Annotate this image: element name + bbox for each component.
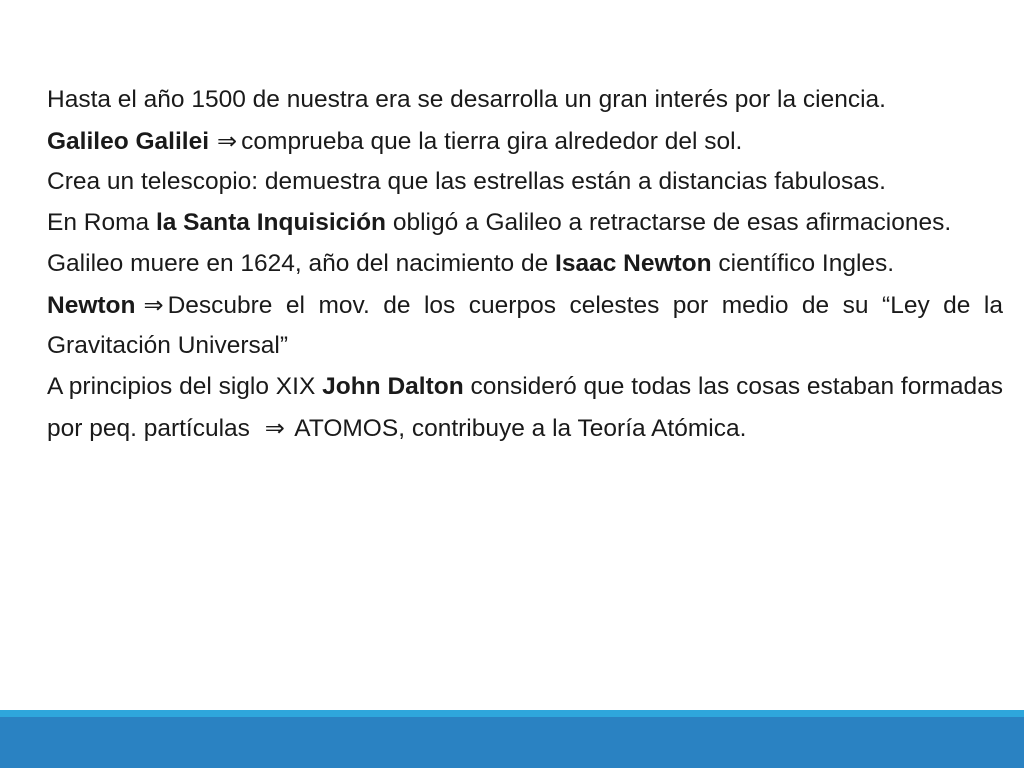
galileo-name: Galileo Galilei — [47, 127, 210, 155]
p1-text: Hasta el año 1500 de nuestra era se desarrolla un gran interés por la ciencia. — [47, 86, 886, 113]
paragraph-galileo — [47, 121, 1003, 163]
slide-body — [47, 80, 1003, 449]
implies-arrow-icon: ⇒ — [264, 413, 285, 442]
implies-arrow-icon: ⇒ — [217, 126, 238, 155]
paragraph-muerte-galileo — [47, 244, 1003, 285]
dalton-name: John Dalton — [322, 372, 464, 400]
p6-rest: Descubre el mov. de los cuerpos celestes por medio de su “Ley de la Gravitación Universal” — [47, 291, 1003, 360]
p5-post: científico Ingles. — [711, 249, 895, 277]
paragraph-dalton — [47, 367, 1003, 449]
p3-text: Crea un telescopio: demuestra que las estrellas están a distancias fabulosas. — [47, 168, 886, 196]
p7-mid: consideró que todas las cosas estaban formadas por peq. partículas — [47, 372, 1004, 442]
p2-rest: comprueba que la tierra gira alrededor del sol. — [241, 127, 743, 155]
p7-post: ATOMOS, contribuye a la Teoría Atómica. — [288, 414, 747, 442]
p7-pre: A principios del siglo XIX — [47, 372, 323, 400]
inquisicion-name: la Santa Inquisición — [155, 209, 387, 237]
paragraph-inquisicion — [47, 203, 1003, 244]
newton-full-name: Isaac Newton — [555, 249, 712, 277]
footer-band-dark — [0, 717, 1024, 768]
implies-arrow-icon: ⇒ — [143, 290, 164, 319]
footer-band-light — [0, 710, 1024, 717]
paragraph-1500 — [47, 80, 1003, 121]
p5-pre: Galileo muere en 1624, año del nacimiento de — [47, 249, 556, 277]
paragraph-newton — [47, 285, 1003, 367]
newton-name: Newton — [47, 291, 136, 319]
p4-pre: En Roma — [47, 209, 156, 237]
p4-post: obligó a Galileo a retractarse de esas afirmaciones. — [386, 209, 952, 237]
paragraph-telescopio — [47, 162, 1003, 203]
